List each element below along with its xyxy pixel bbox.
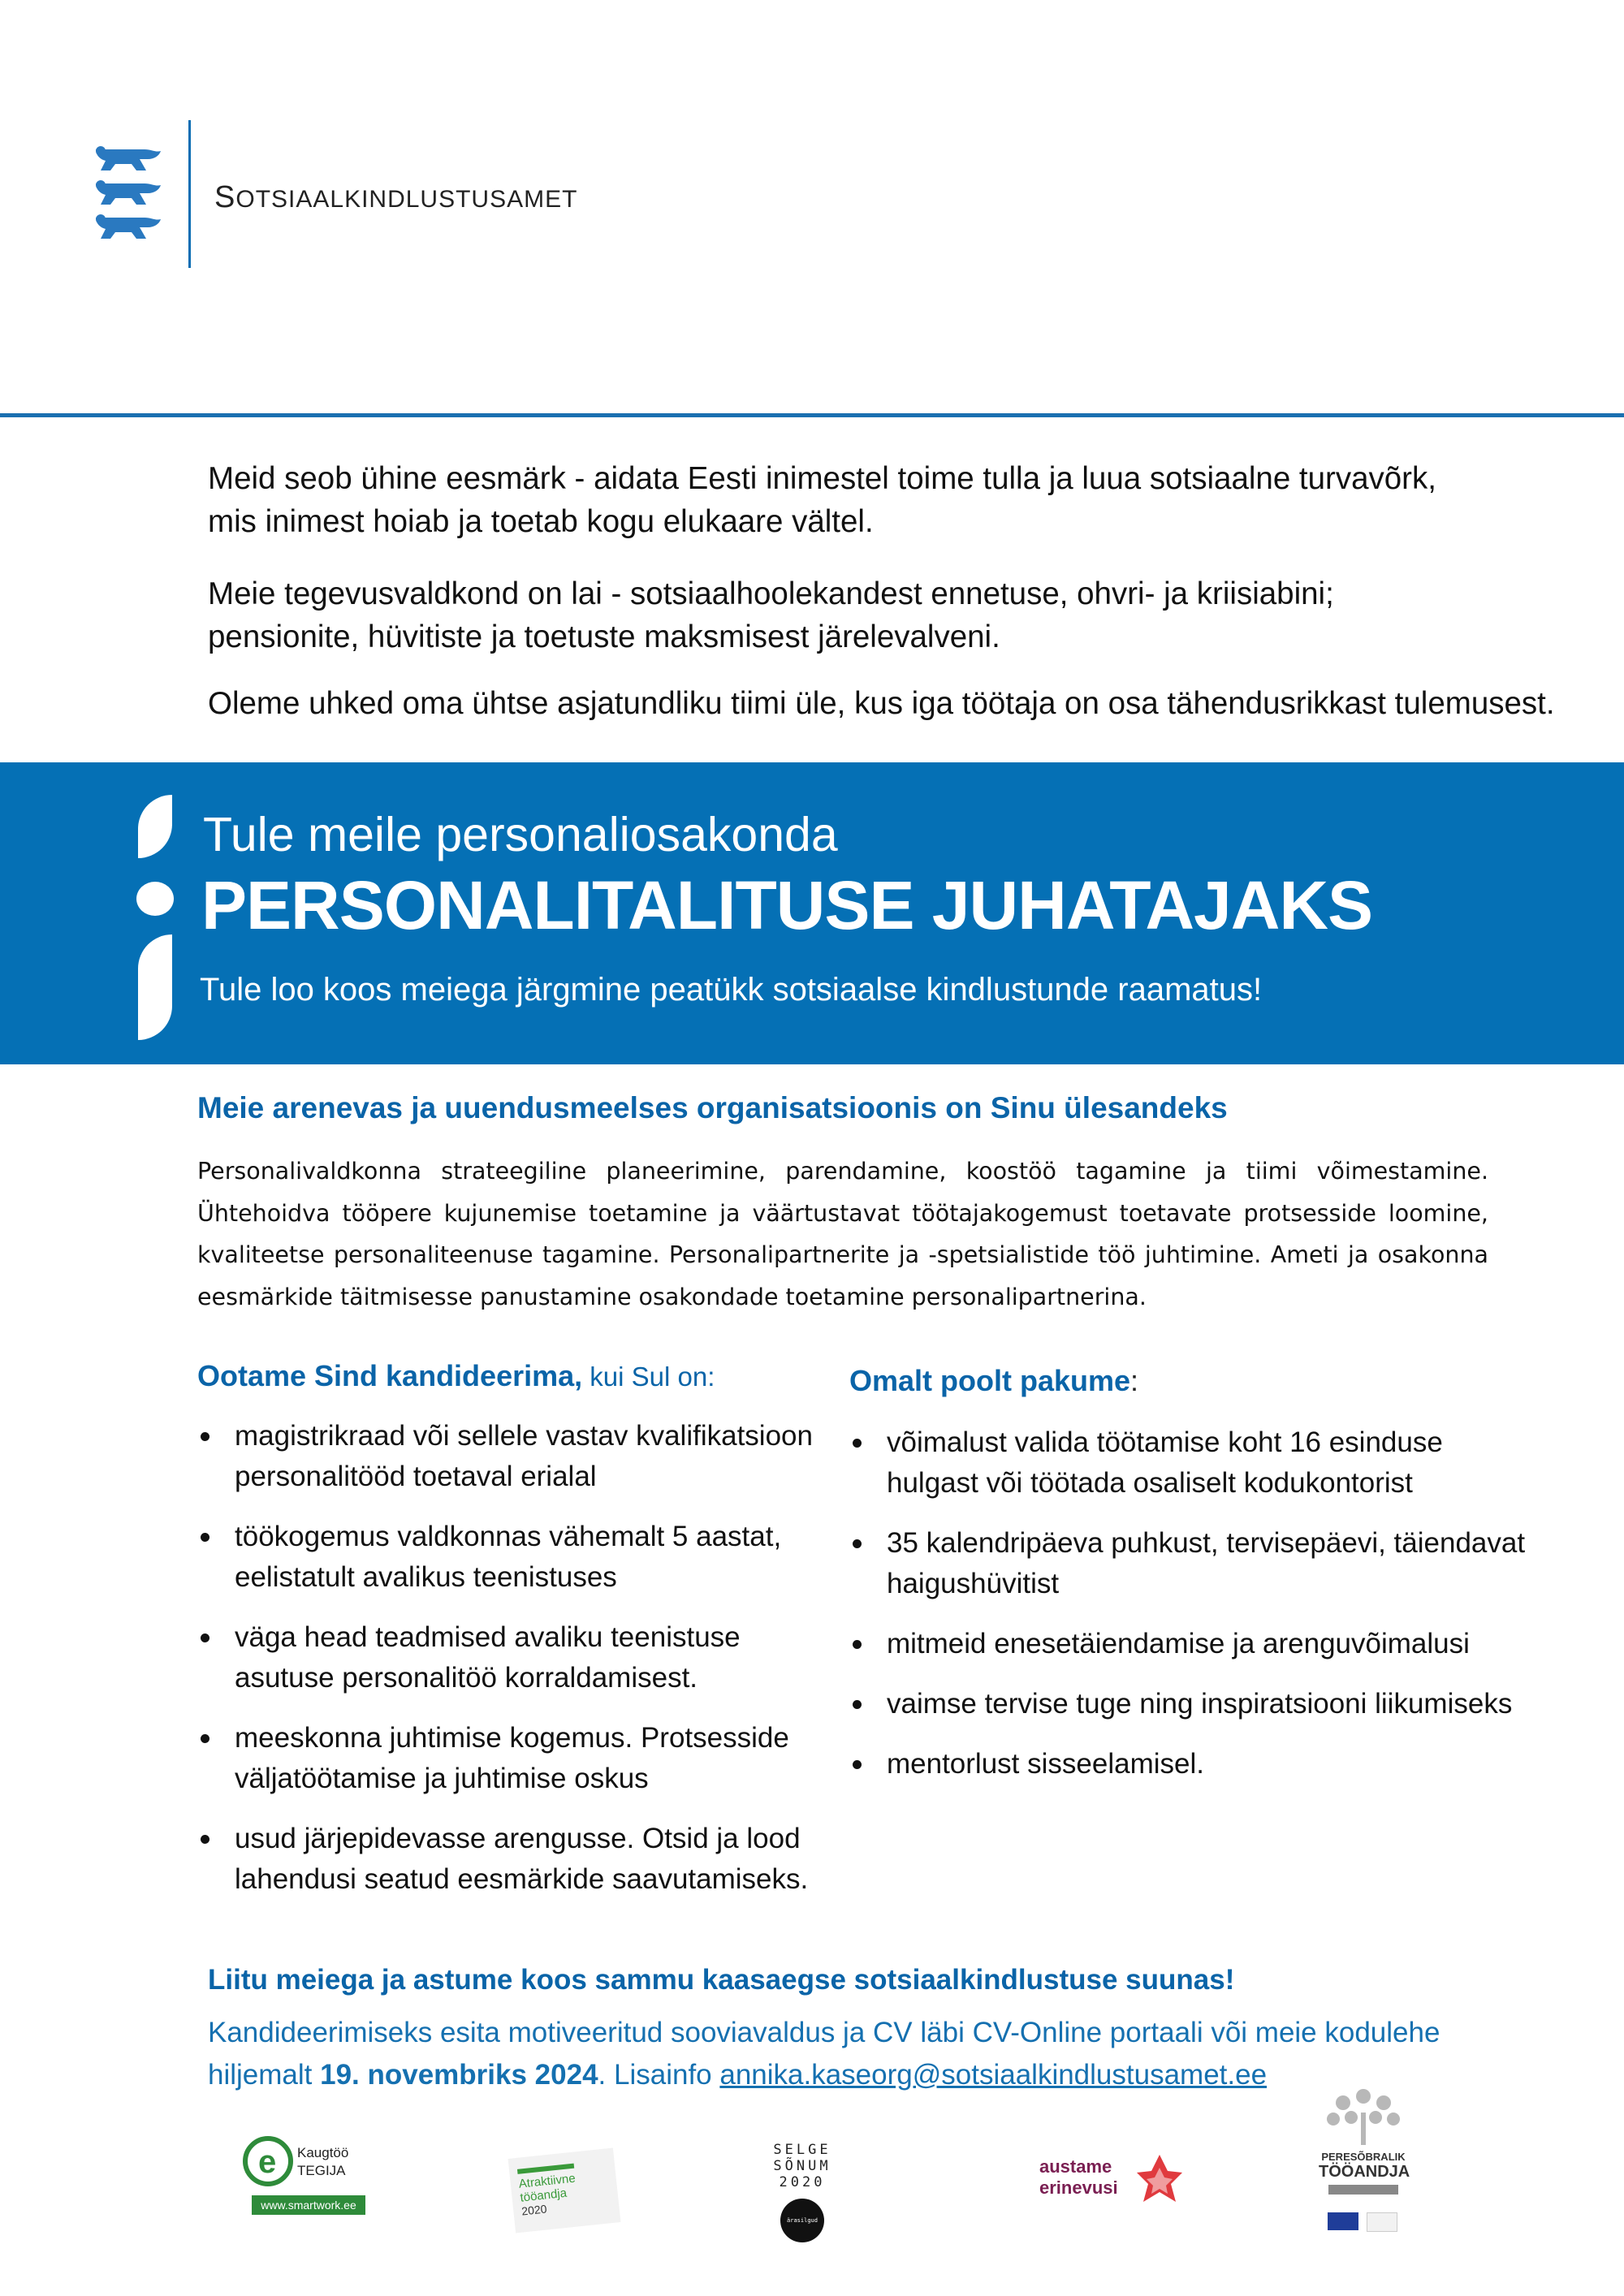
intro-paragraph-2	[208, 572, 1605, 658]
item-line: haigushüvitist	[887, 1568, 1060, 1599]
intro-p1-line1: Meid seob ühine eesmärk - aidata Eesti inimestel toime tulla ja luua sotsiaalne turvavõrk,	[208, 461, 1436, 496]
list-item	[849, 1523, 1548, 1604]
item-line: meeskonna juhtimise kogemus. Protsesside	[235, 1722, 789, 1754]
list-item	[849, 1624, 1548, 1664]
intro-paragraph-1	[208, 457, 1605, 543]
banner-pretitle: Tule meile personaliosakonda	[203, 808, 838, 861]
item-line: magistrikraad või sellele vastav kvalifikatsioon	[235, 1420, 813, 1452]
family-friendly-employer-logo	[1319, 2088, 1408, 2251]
item-line: usud järjepidevasse arengusse. Otsid ja lood	[235, 1823, 801, 1854]
smartwork-url: www.smartwork.ee	[252, 2195, 365, 2215]
offers-heading-colon: :	[1130, 1364, 1139, 1397]
item-line: asutuse personalitöö korraldamisest.	[235, 1662, 698, 1694]
item-line: mentorlust sisseelamisel.	[887, 1748, 1204, 1780]
pere-bar	[1328, 2185, 1398, 2195]
item-line: töökogemus valdkonnas vähemalt 5 aastat,	[235, 1521, 782, 1552]
item-line: võimalust valida töötamise koht 16 esinduse	[887, 1426, 1443, 1458]
intro-p2-line1: Meie tegevusvaldkond on lai - sotsiaalhoolekandest ennetuse, ohvri- ja kriisiabini;	[208, 576, 1334, 611]
offers-heading-text: Omalt poolt pakume	[849, 1364, 1131, 1397]
list-item	[197, 1819, 831, 1900]
agency-name-rest: OTSIAALKINDLUSTUSAMET	[235, 186, 578, 213]
job-banner	[0, 762, 1624, 1064]
item-line: mitmeid enesetäiendamise ja arenguvõimalusi	[887, 1628, 1470, 1659]
partner-flag-icon	[1367, 2212, 1397, 2232]
header-divider	[188, 120, 191, 268]
intro-paragraph-3: Oleme uhked oma ühtse asjatundliku tiimi üle, kus iga töötaja on osa tähendusrikkast tulemusest.	[208, 686, 1555, 721]
banner-mark-bottom	[138, 934, 172, 1040]
list-item	[849, 1744, 1548, 1785]
tasks-text: Personalivaldkonna strateegiline planeerimine, parendamine, koostöö tagamine ja tiimi võimestamine. Ühtehoidva tööpere kujunemise toetamine ja väärtustavat töötajakogemust toetavate protsesside loomine, kvaliteetse personaliteenuse tagamine. Personalipartnerite ja -spetsialistide töö juhtimine. Ameti ja osakonna eesmärkide täitmisesse panustamine osakondade toetamine personalipartnerina.	[197, 1158, 1488, 1310]
smartwork-title: Kaugtöö	[297, 2145, 349, 2160]
intro-p1-line2: mis inimest hoiab ja toetab kogu elukaare vältel.	[208, 504, 874, 539]
intro-p2-line2: pensionite, hüvitiste ja toetuste maksmisest järelevalveni.	[208, 619, 1000, 654]
attractive-line1: Atraktiivne	[518, 2171, 577, 2191]
smartwork-e-icon	[240, 2134, 297, 2187]
pere-1: PERESÕBRALIK	[1321, 2151, 1406, 2163]
apply-mid: . Lisainfo	[598, 2059, 720, 2091]
selge-3: 2020	[779, 2174, 826, 2190]
list-item	[197, 1718, 831, 1799]
offers-list	[849, 1422, 1548, 1804]
austame-1: austame	[1039, 2156, 1112, 2177]
attractive-line2: tööandja	[519, 2186, 568, 2205]
requirements-heading	[197, 1359, 715, 1393]
tasks-heading: Meie arenevas ja uuendusmeelses organisatsioonis on Sinu ülesandeks	[197, 1091, 1228, 1124]
list-item	[197, 1617, 831, 1698]
selge-2: SÕNUM	[773, 2158, 831, 2174]
selge-1: SELGE	[773, 2142, 831, 2158]
eu-flag-icon	[1328, 2212, 1358, 2230]
attractive-year: 2020	[520, 2202, 548, 2218]
item-line: personalitööd toetaval erialal	[235, 1461, 597, 1492]
banner-mark-dot	[136, 882, 174, 916]
pere-2: TÖÖANDJA	[1319, 2163, 1410, 2181]
austame-2: erinevusi	[1039, 2177, 1118, 2198]
list-item	[197, 1416, 831, 1497]
banner-subtitle: Tule loo koos meiega järgmine peatükk sotsiaalse kindlustunde raamatus!	[200, 972, 1263, 1008]
list-item	[849, 1422, 1548, 1504]
agency-name-initial: S	[214, 180, 236, 214]
attractive-employer-logo	[508, 2147, 621, 2233]
family-tree-icon	[1325, 2088, 1402, 2147]
list-item	[197, 1517, 831, 1598]
item-line: hulgast või töötada osaliselt kodukontorist	[887, 1467, 1413, 1499]
item-line: 35 kalendripäeva puhkust, tervisepäevi, täiendavat	[887, 1527, 1526, 1559]
apply-line2	[208, 2054, 1621, 2096]
item-line: vaimse tervise tuge ning inspiratsiooni liikumiseks	[887, 1688, 1513, 1720]
requirements-heading-bold: Ootame Sind kandideerima,	[197, 1359, 583, 1392]
contact-email-link[interactable]: annika.kaseorg@sotsiaalkindlustusamet.ee	[719, 2059, 1268, 2091]
selge-badge: ärasilgud töö	[780, 2199, 824, 2242]
diversity-star-icon	[1135, 2153, 1184, 2207]
estonian-coat-of-arms-icon	[91, 143, 167, 248]
list-item	[849, 1684, 1548, 1724]
deadline: 19. novembriks 2024	[320, 2059, 598, 2091]
requirements-heading-rest: kui Sul on:	[582, 1362, 715, 1392]
item-line: väljatöötamise ja juhtimise oskus	[235, 1763, 649, 1794]
application-info	[208, 2012, 1621, 2096]
smartwork-logo	[240, 2134, 370, 2218]
call-to-action: Liitu meiega ja astume koos sammu kaasaegse sotsiaalkindlustuse suunas!	[208, 1964, 1235, 1996]
selge-sonum-logo	[770, 2142, 835, 2268]
requirements-list	[197, 1416, 831, 1919]
item-line: eelistatult avalikus teenistuses	[235, 1561, 617, 1593]
smartwork-sub: TEGIJA	[297, 2163, 346, 2178]
header-rule	[0, 413, 1624, 417]
item-line: väga head teadmised avaliku teenistuse	[235, 1621, 741, 1653]
banner-mark-top	[138, 795, 172, 858]
eu-flags	[1328, 2212, 1399, 2230]
item-line: lahendusi seatud eesmärkide saavutamiseks.	[235, 1863, 809, 1895]
apply-prefix: hiljemalt	[208, 2059, 321, 2091]
austame-erinevusi-logo	[1039, 2156, 1186, 2213]
agency-name	[214, 180, 577, 215]
apply-line1: Kandideerimiseks esita motiveeritud sooviavaldus ja CV läbi CV-Online portaali või meie kodulehe	[208, 2017, 1440, 2048]
svg-text:e: e	[258, 2144, 277, 2180]
offers-heading	[849, 1364, 1138, 1398]
job-title: PERSONALITALITUSE JUHATAJAKS	[201, 867, 1373, 943]
